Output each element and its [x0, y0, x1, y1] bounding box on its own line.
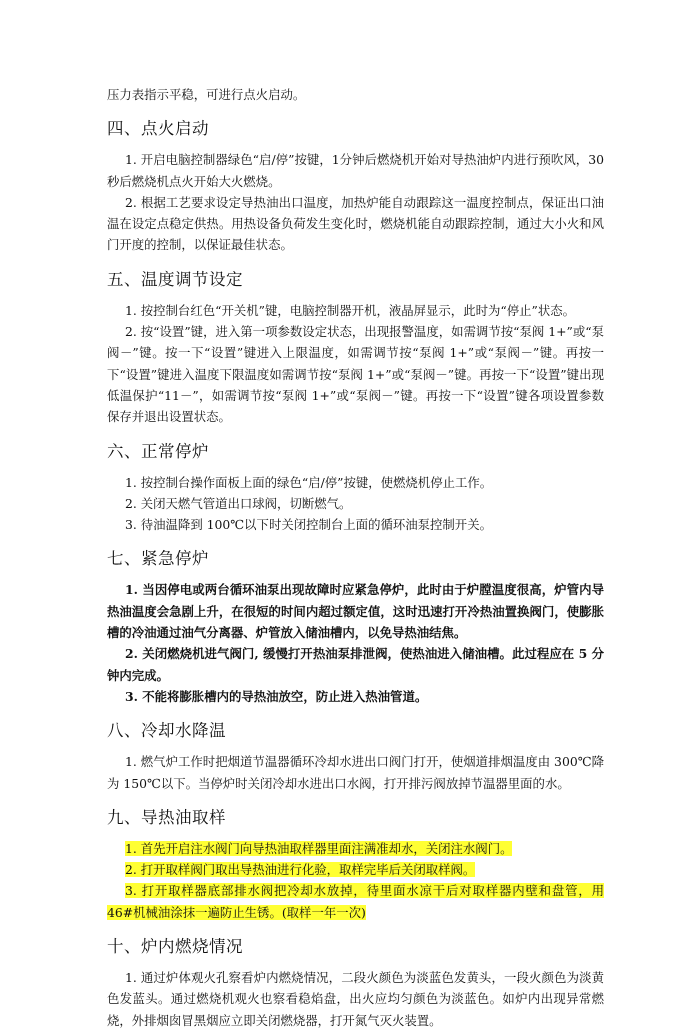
highlighted-paragraph [107, 838, 604, 859]
intro-text: 压力表指示平稳，可进行点火启动。 [107, 87, 306, 102]
highlighted-paragraph [107, 880, 604, 923]
section-heading: 八、冷却水降温 [107, 721, 226, 741]
section-combustion [107, 936, 604, 1031]
section-heading: 五、温度调节设定 [107, 269, 243, 289]
highlighted-paragraph [107, 859, 604, 880]
paragraph: 2. 关闭燃烧机进气阀门, 缓慢打开热油泵排泄阀，使热油进入储油槽。此过程应在 5 分钟内完成。 [107, 646, 604, 683]
paragraph: 2. 按“设置”键，进入第一项参数设定状态，出现报警温度，如需调节按“泵阀 1+”或“泵阀－”键。按一下“设置”键进入上限温度，如需调节按“泵阀 1+”或“泵阀－”键。再按一下“设置”键进入温度下限温度如需调节按“泵阀 1+”或“泵阀－”键。再按一下“设置”键出现低温保护“11－”，如需调节按“泵阀 1+”或“泵阀－”键。再按一下“设置”键各项设置参数保存并退出设置状态。 [107, 324, 604, 425]
section-normal-stop [107, 441, 604, 536]
paragraph: 1. 按控制台操作面板上面的绿色“启/停”按键，使燃烧机停止工作。 [125, 474, 493, 490]
paragraph: 1. 燃气炉工作时把烟道节温器循环冷却水进出口阀门打开，使烟道排烟温度由 300℃降为 150℃以下。当停炉时关闭冷却水进出口水阀，打开排污阀放掉节温器里面的水。 [107, 754, 604, 791]
paragraph: 1. 当因停电或两台循环油泵出现故障时应紧急停炉，此时由于炉膛温度很高，炉管内导热油温度会急剧上升，在很短的时间内超过额定值，这时迅速打开冷热油置换阀门，使膨胀槽的冷油通过油气分离器、炉管放入储油槽内，以免导热油结焦。 [107, 582, 604, 641]
highlight-text: 3. 打开取样器底部排水阀把冷却水放掉，待里面水凉干后对取样器内壁和盘管，用 46#机械油涂抹一遍防止生锈。(取样一年一次) [107, 883, 604, 920]
highlight-text: 2. 打开取样阀门取出导热油进行化验，取样完毕后关闭取样阀。 [125, 862, 476, 878]
paragraph: 3. 待油温降到 100℃以下时关闭控制台上面的循环油泵控制开关。 [125, 517, 492, 533]
section-heading: 七、紧急停炉 [107, 549, 209, 569]
section-emergency-stop [107, 548, 604, 707]
section-temperature-setting [107, 269, 604, 428]
paragraph: 2. 根据工艺要求设定导热油出口温度，加热炉能自动跟踪这一温度控制点，保证出口油温在设定点稳定供热。用热设备负荷发生变化时，燃烧机能自动跟踪控制，通过大小火和风门开度的控制，以保证最佳状态。 [107, 194, 604, 253]
section-oil-sampling [107, 807, 604, 923]
section-heading: 十、炉内燃烧情况 [107, 937, 243, 957]
paragraph: 1. 开启电脑控制器绿色“启/停”按键，1分钟后燃烧机开始对导热油炉内进行预吹风，30秒后燃烧机点火开始大火燃烧。 [107, 152, 604, 189]
section-heading: 六、正常停炉 [107, 441, 209, 461]
paragraph: 3. 不能将膨胀槽内的导热油放空，防止进入热油管道。 [125, 688, 428, 704]
section-cooling-water [107, 720, 604, 794]
highlight-text: 1. 首先开启注水阀门向导热油取样器里面注满准却水，关闭注水阀门。 [125, 840, 513, 856]
paragraph: 2. 关闭天燃气管道出口球阀，切断燃气。 [125, 495, 352, 511]
section-ignition [107, 118, 604, 255]
section-heading: 四、点火启动 [107, 119, 209, 139]
paragraph: 1. 按控制台红色“开关机”键，电脑控制器开机，液晶屏显示，此时为“停止”状态。 [125, 302, 575, 318]
paragraph: 1. 通过炉体观火孔察看炉内燃烧情况，二段火颜色为淡蓝色发黄头，一段火颜色为淡黄色发蓝头。通过燃烧机观火也察看稳焰盘，出火应均匀颜色为淡蓝色。如炉内出现异常燃烧，外排烟囱冒黑烟应立即关闭燃烧器，打开氮气灭火装置。 [107, 970, 604, 1028]
section-heading: 九、导热油取样 [107, 807, 226, 827]
